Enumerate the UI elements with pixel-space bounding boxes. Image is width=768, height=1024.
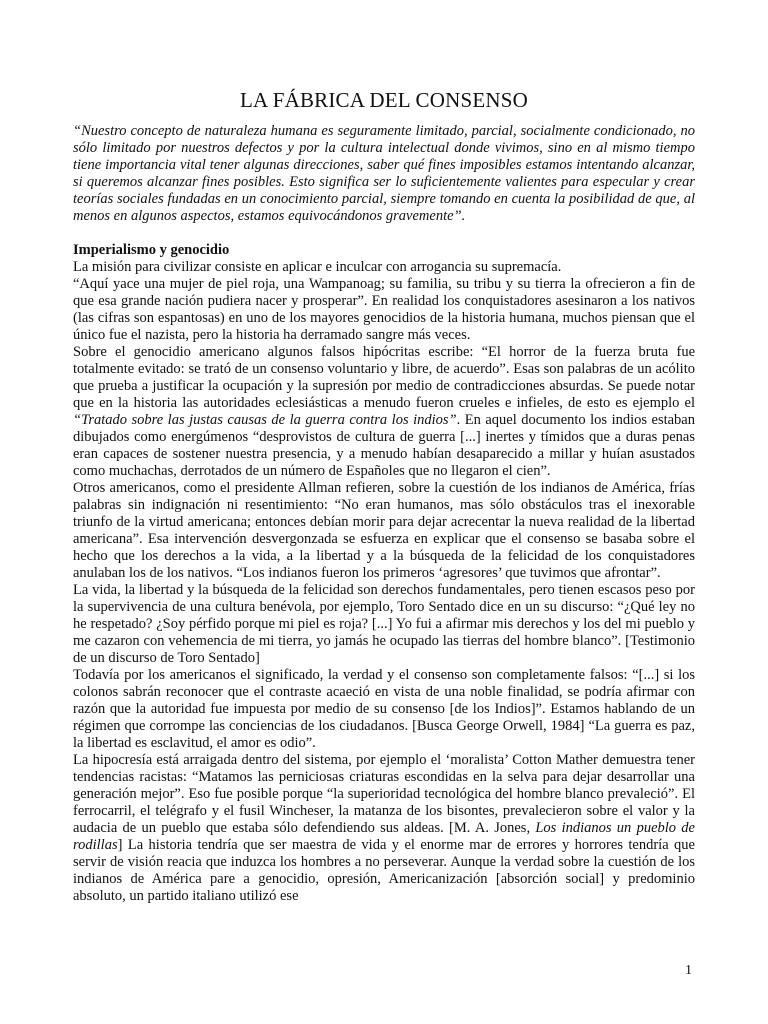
document-title: LA FÁBRICA DEL CONSENSO (240, 88, 528, 112)
treatise-title: “Tratado sobre las justas causas de la guerra contra los indios” (73, 412, 457, 428)
paragraph-text: Sobre el genocidio americano algunos falsos hipócritas escribe: “El horror de la fuerza bruta fue totalmente evitado: se trató de un consenso voluntario y libre, de acuerdo”. Esas son palabras de un acólito que prueba a justificar la ocupación y la supresión por medio de contradicciones absurdas. Se puede notar que en la historia las autoridades eclesiásticas a menudo fueron crueles e infieles, de esto es ejemplo el (73, 344, 695, 411)
intro-quote: “Nuestro concepto de naturaleza humana es seguramente limitado, parcial, socialmente condicionado, no sólo limitado por nuestros defectos y por la cultura intelectual donde vivimos, sino en al mismo tiempo tiene importancia vital tener algunas direcciones, saber qué fines imposibles estamos intentando alcanzar, si queremos alcanzar fines posibles. Esto significa ser lo suficientemente valientes para especular y crear teorías sociales fundadas en un conocimiento parcial, siempre tomando en cuenta la posibilidad de que, al menos en algunos aspectos, estamos equivocándonos gravemente”. (73, 123, 695, 224)
paragraph: “Aquí yace una mujer de piel roja, una Wampanoag; su familia, su tribu y su tierra la ofrecieron a fin de que esa grande nación pudiera nacer y prosperar”. En realidad los conquistadores asesinaron a los nativos (las cifras son espantosas) en uno de los mayores genocidios de la historia humana, muchos piensan que el único fue el nazista, pero la historia ha derramado sangre más veces. (73, 276, 695, 343)
paragraph-text: La hipocresía está arraigada dentro del sistema, por ejemplo el ‘moralista’ Cotton Mather demuestra tener tendencias racistas: “Matamos las perniciosas criaturas escondidas en la selva para dejar desarrollar una generación mejor”. Eso fue posible porque “la superioridad tecnológica del hombre blanco prevaleció”. El ferrocarril, el telégrafo y el fusil Wincheser, la matanza de los bisontes, prevalecieron sobre el valor y la audacia de un pueblo que estaba sólo defendiendo sus aldeas. [M. A. Jones, (73, 752, 695, 836)
document-body (73, 259, 695, 905)
paragraph (73, 752, 695, 905)
book-title: Los indianos un pueblo de rodillas (73, 820, 695, 853)
paragraph-text: ] La historia tendría que ser maestra de vida y el enorme mar de errores y horrores tendría que servir de visión reacia que induzca los hombres a no perseverar. Aunque la verdad sobre la cuestión de los indianos de América pare a genocidio, opresión, Americanización [absorción social] y predominio absoluto, un partido italiano utilizó ese (73, 837, 695, 904)
paragraph-text: . En aquel documento los indios estaban dibujados como energúmenos “desprovistos de cultura de guerra [...] inertes y tímidos que a duras penas eran capaces de sostener nuestra presencia, y a menudo habían desaparecido a millar y huían asustados como muchachas, derrotados de un número de Españoles que no llegaron el cien”. (73, 412, 695, 479)
paragraph: La vida, la libertad y la búsqueda de la felicidad son derechos fundamentales, pero tienen escasos peso por la supervivencia de una cultura benévola, por ejemplo, Toro Sentado dice en un su discurso: “¿Qué ley no he respetado? ¿Soy pérfido porque mi piel es roja? [...] Yo fui a afirmar mis derechos y los del mi pueblo y me cazaron con vehemencia de mi tierra, yo jamás he ocupado las tierras del hombre blanco”. [Testimonio de un discurso de Toro Sentado] (73, 582, 695, 666)
paragraph: Todavía por los americanos el significado, la verdad y el consenso son completamente falsos: “[...] si los colonos sabrán reconocer que el contraste acaeció en vista de una noble finalidad, se podría afirmar con razón que la autoridad fue impuesta por medio de su consenso [de los Indios]”. Estamos hablando de un régimen que corrompe las conciencias de los ciudadanos. [Busca George Orwell, 1984] “La guerra es paz, la libertad es esclavitud, el amor es odio”. (73, 667, 695, 751)
section-title: Imperialismo y genocidio (73, 242, 230, 258)
paragraph (73, 344, 695, 480)
page-number: 1 (685, 963, 692, 978)
paragraph: Otros americanos, como el presidente Allman refieren, sobre la cuestión de los indianos de América, frías palabras sin indignación ni resentimiento: “No eran humanos, mas sólo obstáculos tras el inexorable triunfo de la virtud americana; entonces debían morir para dejar acrecentar la nueva realidad de la libertad americana”. Esa intervención desvergonzada se esfuerza en explicar que el consenso se basaba sobre el hecho que los derechos a la vida, a la libertad y a la búsqueda de la felicidad de los conquistadores anulaban los de los nativos. “Los indianos fueron los primeros ‘agresores’ que tuvimos que afrontar”. (73, 480, 695, 581)
paragraph: La misión para civilizar consiste en aplicar e inculcar con arrogancia su supremacía. (73, 259, 562, 275)
